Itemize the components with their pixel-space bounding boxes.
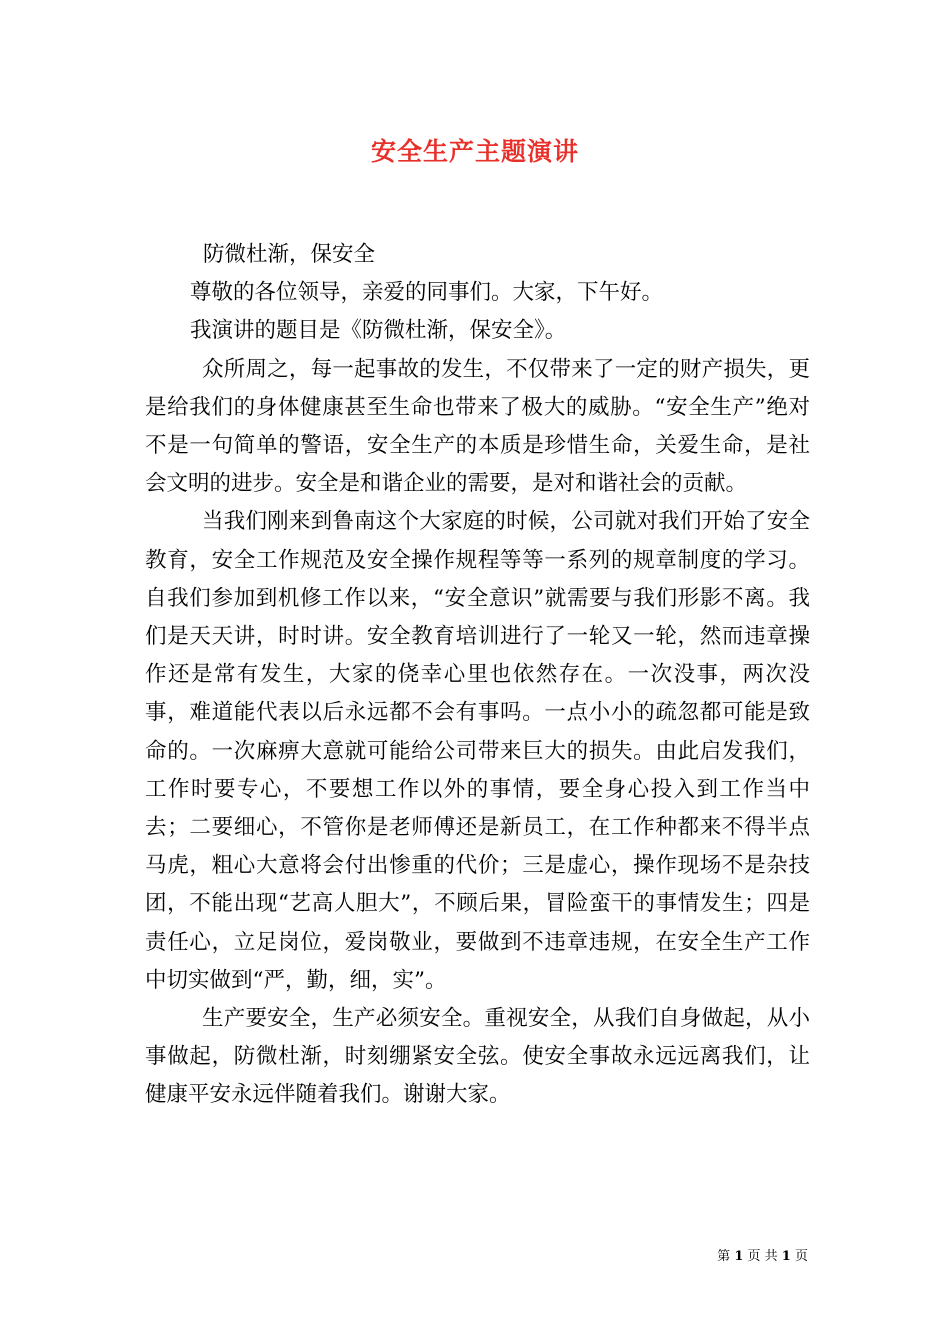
topic-paragraph: 我演讲的题目是《防微杜渐，保安全》。	[190, 318, 567, 344]
document-body	[145, 236, 810, 1115]
greeting-paragraph: 尊敬的各位领导，亲爱的同事们。大家，下午好。	[190, 280, 664, 306]
footer-middle: 页 共	[747, 1249, 778, 1264]
page-title: 安全生产主题演讲	[370, 137, 579, 166]
footer-prefix: 第	[717, 1249, 731, 1264]
footer-suffix: 页	[794, 1249, 808, 1264]
speech-subtitle: 防微杜渐，保安全	[203, 242, 376, 267]
body-paragraph-1: 众所周之，每一起事故的发生，不仅带来了一定的财产损失，更是给我们的身体健康甚至生命也带来了极大的威胁。“安全生产”绝对不是一句简单的警语，安全生产的本质是珍惜生命，关爱生命，是社会文明的进步。安全是和谐企业的需要，是对和谐社会的贡献。	[145, 356, 810, 497]
body-paragraph-2: 当我们刚来到鲁南这个大家庭的时候，公司就对我们开始了安全教育，安全工作规范及安全操作规程等等一系列的规章制度的学习。自我们参加到机修工作以来，“安全意识”就需要与我们形影不离。我们是天天讲，时时讲。安全教育培训进行了一轮又一轮，然而违章操作还是常有发生，大家的侥幸心里也依然存在。一次没事，两次没事，难道能代表以后永远都不会有事吗。一点小小的疏忽都可能是致命的。一次麻痹大意就可能给公司带来巨大的损失。由此启发我们，工作时要专心，不要想工作以外的事情，要全身心投入到工作当中去；二要细心，不管你是老师傅还是新员工，在工作种都来不得半点马虎，粗心大意将会付出惨重的代价；三是虚心，操作现场不是杂技团，不能出现“艺高人胆大”，不顾后果，冒险蛮干的事情发生；四是责任心，立足岗位，爱岗敬业，要做到不违章违规，在安全生产工作中切实做到“严，勤，细，实”。	[145, 509, 810, 993]
body-paragraph-3: 生产要安全，生产必须安全。重视安全，从我们自身做起，从小事做起，防微杜渐，时刻绷紧安全弦。使安全事故永远远离我们，让健康平安永远伴随着我们。谢谢大家。	[145, 1006, 810, 1108]
footer-total-pages: 1	[781, 1249, 791, 1264]
page-number-footer	[717, 1248, 808, 1266]
footer-current-page: 1	[734, 1249, 744, 1264]
